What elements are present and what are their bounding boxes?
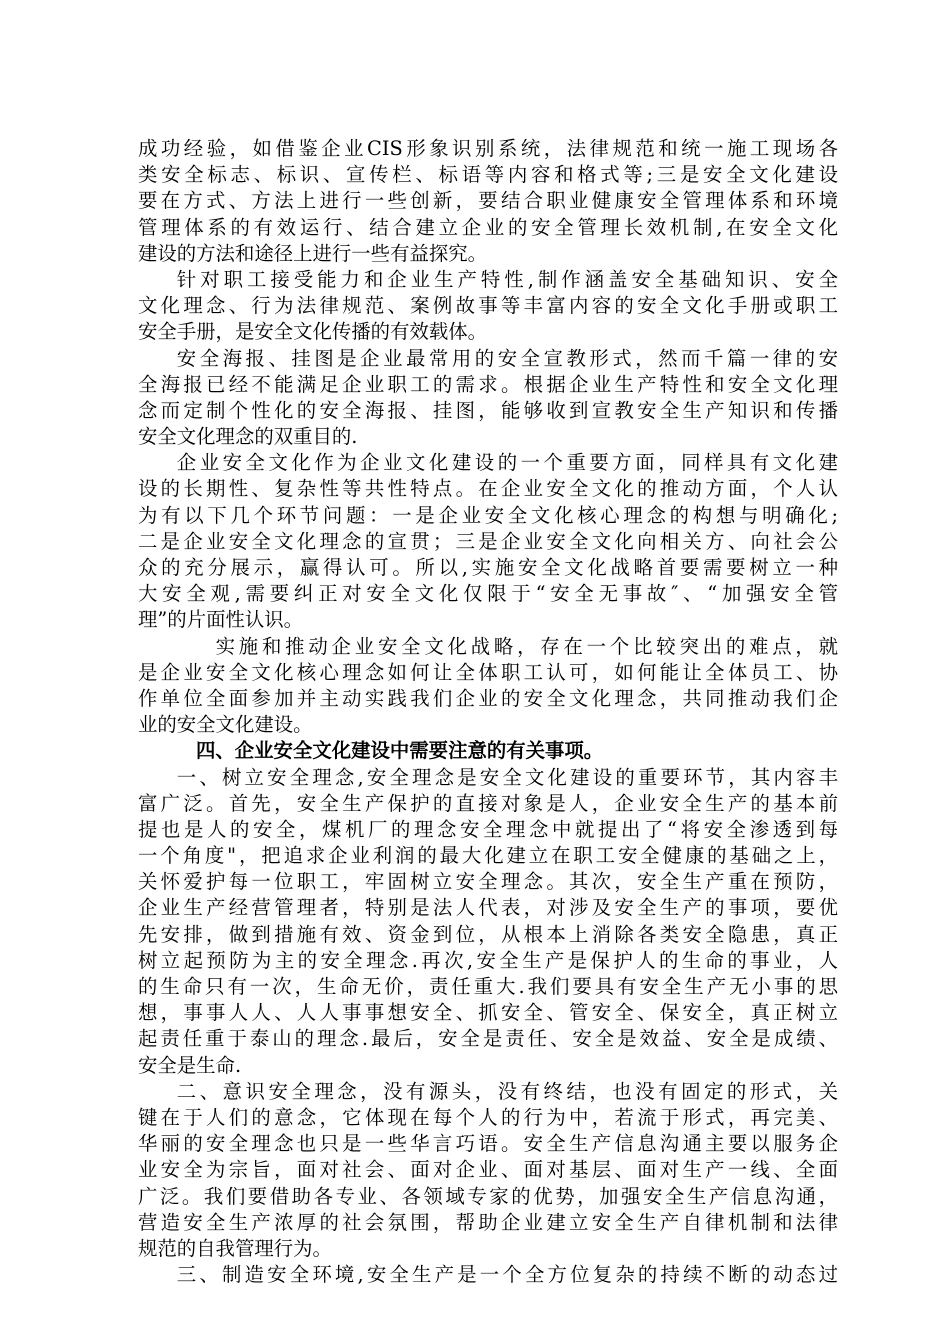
text-line: 的生命只有一次，生命无价，责任重大.我们要具有安全生产无小事的思 [138,975,838,998]
text-line: 理”的片面性认识。 [138,608,304,632]
text-line: 起责任重于泰山的理念.最后，安全是责任、安全是效益、安全是成绩、 [138,1027,838,1051]
text-line: 规范的自我管理行为。 [138,1236,332,1260]
text-line: 实施和推动企业安全文化战略，存在一个比较突出的难点，就 [215,634,838,658]
paragraph-block-2 [138,765,838,1289]
text-line: 业安全为宗旨，面对社会、面对企业、面对基层、面对生产一线、全面 [138,1158,838,1182]
text-line: 二是企业安全文化理念的宣贯；三是企业安全文化向相关方、向社会公 [138,529,838,553]
text-line: 安全文化理念的双重目的. [138,425,358,449]
text-line: 全海报已经不能满足企业职工的需求。根据企业生产特性和安全文化理 [138,372,838,396]
text-line: 业的安全文化建设。 [138,713,313,737]
section-heading: 四、企业安全文化建设中需要注意的有关事项。 [196,739,604,763]
text-line: 安全是生命. [138,1053,242,1077]
text-line: 安全手册，是安全文化传播的有效载体。 [138,320,488,344]
document-page [138,136,838,1288]
text-line: 众的充分展示，赢得认可。所以,实施安全文化战略首要需要树立一种 [138,556,838,579]
text-line: 一个角度"，把追求企业利润的最大化建立在职工安全健康的基础之上， [138,844,838,868]
text-line: 是企业安全文化核心理念如何让全体职工认可，如何能让全体员工、协 [138,660,838,684]
text-line: 树立起预防为主的安全理念.再次,安全生产是保护人的生命的事业，人 [138,948,838,972]
text-line: 提也是人的安全，煤机厂的理念安全理念中就提出了“将安全渗透到每 [138,817,838,841]
text-line: 安全海报、挂图是企业最常用的安全宣教形式，然而千篇一律的安 [176,346,838,370]
text-line: 键在于人们的意念，它体现在每个人的行为中，若流于形式，再完美、 [138,1105,838,1129]
text-line: 广泛。我们要借助各专业、各领域专家的优势，加强安全生产信息沟通， [138,1184,838,1208]
text-line: 念而定制个性化的安全海报、挂图，能够收到宣教安全生产知识和传播 [138,398,838,422]
text-line: 建设的方法和途径上进行一些有益探究。 [138,241,488,265]
text-line: 关怀爱护每一位职工，牢固树立安全理念。其次，安全生产重在预防， [138,870,838,894]
text-line: 企业生产经营管理者，特别是法人代表，对涉及安全生产的事项，要优 [138,896,838,920]
text-line: 管理体系的有效运行、结合建立企业的安全管理长效机制,在安全文化 [138,215,838,239]
text-line: 富广泛。首先，安全生产保护的直接对象是人，企业安全生产的基本前 [138,791,838,815]
text-line: 二、意识安全理念，没有源头，没有终结，也没有固定的形式，关 [176,1079,838,1103]
text-line: 营造安全生产浓厚的社会氛围，帮助企业建立安全生产自律机制和法律 [138,1210,838,1234]
text-line: 要在方式、方法上进行一些创新，要结合职业健康安全管理体系和环境 [138,189,838,213]
text-line: 针对职工接受能力和企业生产特性,制作涵盖安全基础知识、安全 [176,267,838,291]
text-line: 一、树立安全理念,安全理念是安全文化建设的重要环节，其内容丰 [176,765,838,789]
text-line: 文化理念、行为法律规范、案例故事等丰富内容的安全文化手册或职工 [138,294,838,318]
text-line: 作单位全面参加并主动实践我们企业的安全文化理念，共同推动我们企 [138,686,838,710]
paragraph-block-1 [138,136,838,738]
text-line: 大安全观,需要纠正对安全文化仅限于“安全无事故″、“加强安全管 [138,582,838,606]
text-line: 想，事事人人、人人事事想安全、抓安全、管安全、保安全，真正树立 [138,1001,838,1025]
text-line: 华丽的安全理念也只是一些华言巧语。安全生产信息沟通主要以服务企 [138,1132,838,1156]
text-line: 企业安全文化作为企业文化建设的一个重要方面，同样具有文化建 [176,451,838,475]
text-line: 类安全标志、标识、宣传栏、标语等内容和格式等;三是安全文化建设 [138,163,838,187]
text-line: 设的长期性、复杂性等共性特点。在企业安全文化的推动方面，个人认 [138,477,838,501]
text-line: 为有以下几个环节问题：一是企业安全文化核心理念的构想与明确化; [138,503,838,527]
text-line: 先安排，做到措施有效、资金到位，从根本上消除各类安全隐患，真正 [138,922,838,946]
text-line: 成功经验，如借鉴企业CIS形象识别系统，法律规范和统一施工现场各 [138,137,838,160]
text-line: 三、制造安全环境,安全生产是一个全方位复杂的持续不断的动态过 [176,1263,838,1287]
